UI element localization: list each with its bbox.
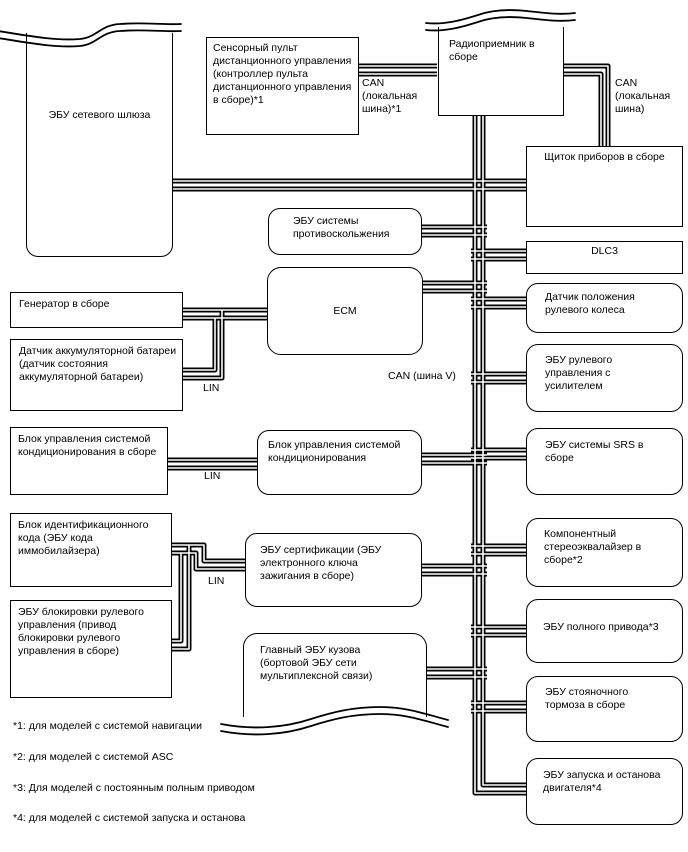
node-label: ЭБУ блокировки рулевого управления (привод блокировки рулевого управления в сборе) (18, 606, 144, 657)
footnote-3: *3: Для моделей с постоянным полным приводом (13, 782, 255, 794)
node-stereo-equalizer (526, 518, 683, 587)
node-label: ЭБУ сертификации (ЭБУ электронного ключа зажигания в сборе) (260, 544, 382, 582)
node-ac-control-unit (257, 430, 422, 495)
node-label: Датчик положения рулевого колеса (545, 291, 635, 316)
node-battery-sensor (10, 339, 183, 411)
footnote-2: *2: для моделей с системой ASC (13, 751, 174, 763)
node-label: ЭБУ сетевого шлюза (48, 109, 151, 121)
node-label: Датчик аккумуляторной батареи (датчик состояния аккумуляторной батареи) (19, 345, 177, 383)
footnote-4: *4: для моделей с системой запуска и останова (13, 812, 246, 824)
node-awd-ecu (526, 599, 683, 663)
node-gateway-ecu (26, 33, 173, 257)
node-label: ЭБУ рулевого управления с усилителем (545, 354, 613, 392)
node-srs-ecu (526, 428, 683, 495)
bus-label-lin-ac: LIN (204, 470, 221, 482)
bus-label-can-v: CAN (шина V) (388, 370, 456, 382)
node-label: ЭБУ запуска и останова двигателя*4 (543, 769, 661, 794)
node-parking-brake-ecu (526, 676, 683, 742)
node-label: Блок управления системой кондиционирования (268, 439, 401, 464)
node-certification-ecu (245, 533, 422, 607)
node-dlc3 (526, 241, 683, 274)
node-label: Компонентный стереоэквалайзер в сборе*2 (544, 528, 642, 566)
node-label: Генератор в сборе (19, 298, 110, 310)
node-ecm (267, 267, 423, 355)
node-main-body-ecu (243, 633, 427, 717)
node-steering-lock-ecu (10, 600, 172, 698)
node-label: ЭБУ системы SRS в сборе (545, 439, 644, 464)
node-radio-receiver (438, 27, 564, 116)
node-instrument-cluster (526, 146, 683, 227)
node-immobilizer-code-ecu (10, 513, 172, 587)
bus-label-can-local: CAN (локальная шина) (615, 77, 671, 115)
node-skid-control-ecu (268, 208, 422, 255)
node-power-steering-ecu (526, 344, 683, 412)
node-label: ЭБУ стояночного тормоза в сборе (545, 686, 629, 711)
node-label: Щиток приборов в сборе (544, 151, 665, 163)
node-steering-angle-sensor (526, 283, 683, 333)
node-label: Блок идентификационного кода (ЭБУ кода иммобилайзера) (18, 519, 149, 557)
footnote-1: *1: для моделей с системой навигации (13, 720, 202, 732)
bus-label-lin-battery: LIN (203, 382, 220, 394)
bus-label-lin-smart-key: LIN (208, 575, 225, 587)
node-label: DLC3 (591, 245, 618, 257)
node-label: Блок управления системой кондиционирования в сборе (18, 433, 157, 458)
node-generator (10, 292, 183, 328)
node-label: ЭБУ системы противоскольжения (293, 215, 390, 240)
node-label: Главный ЭБУ кузова (бортовой ЭБУ сети мультиплексной связи) (260, 644, 373, 682)
node-label: ЭБУ полного привода*3 (543, 621, 659, 633)
node-touch-remote-panel (206, 37, 359, 135)
bus-label-can-local-nav: CAN (локальная шина)*1 (362, 77, 418, 115)
node-label: ECM (333, 304, 357, 317)
node-label: Сенсорный пульт дистанционного управления (контроллер пульта дистанционного управления в сборе)*1 (213, 42, 352, 106)
node-label: Радиоприемник в сборе (449, 38, 535, 63)
node-start-stop-ecu (526, 758, 683, 825)
node-ac-control-assembly (10, 427, 168, 495)
